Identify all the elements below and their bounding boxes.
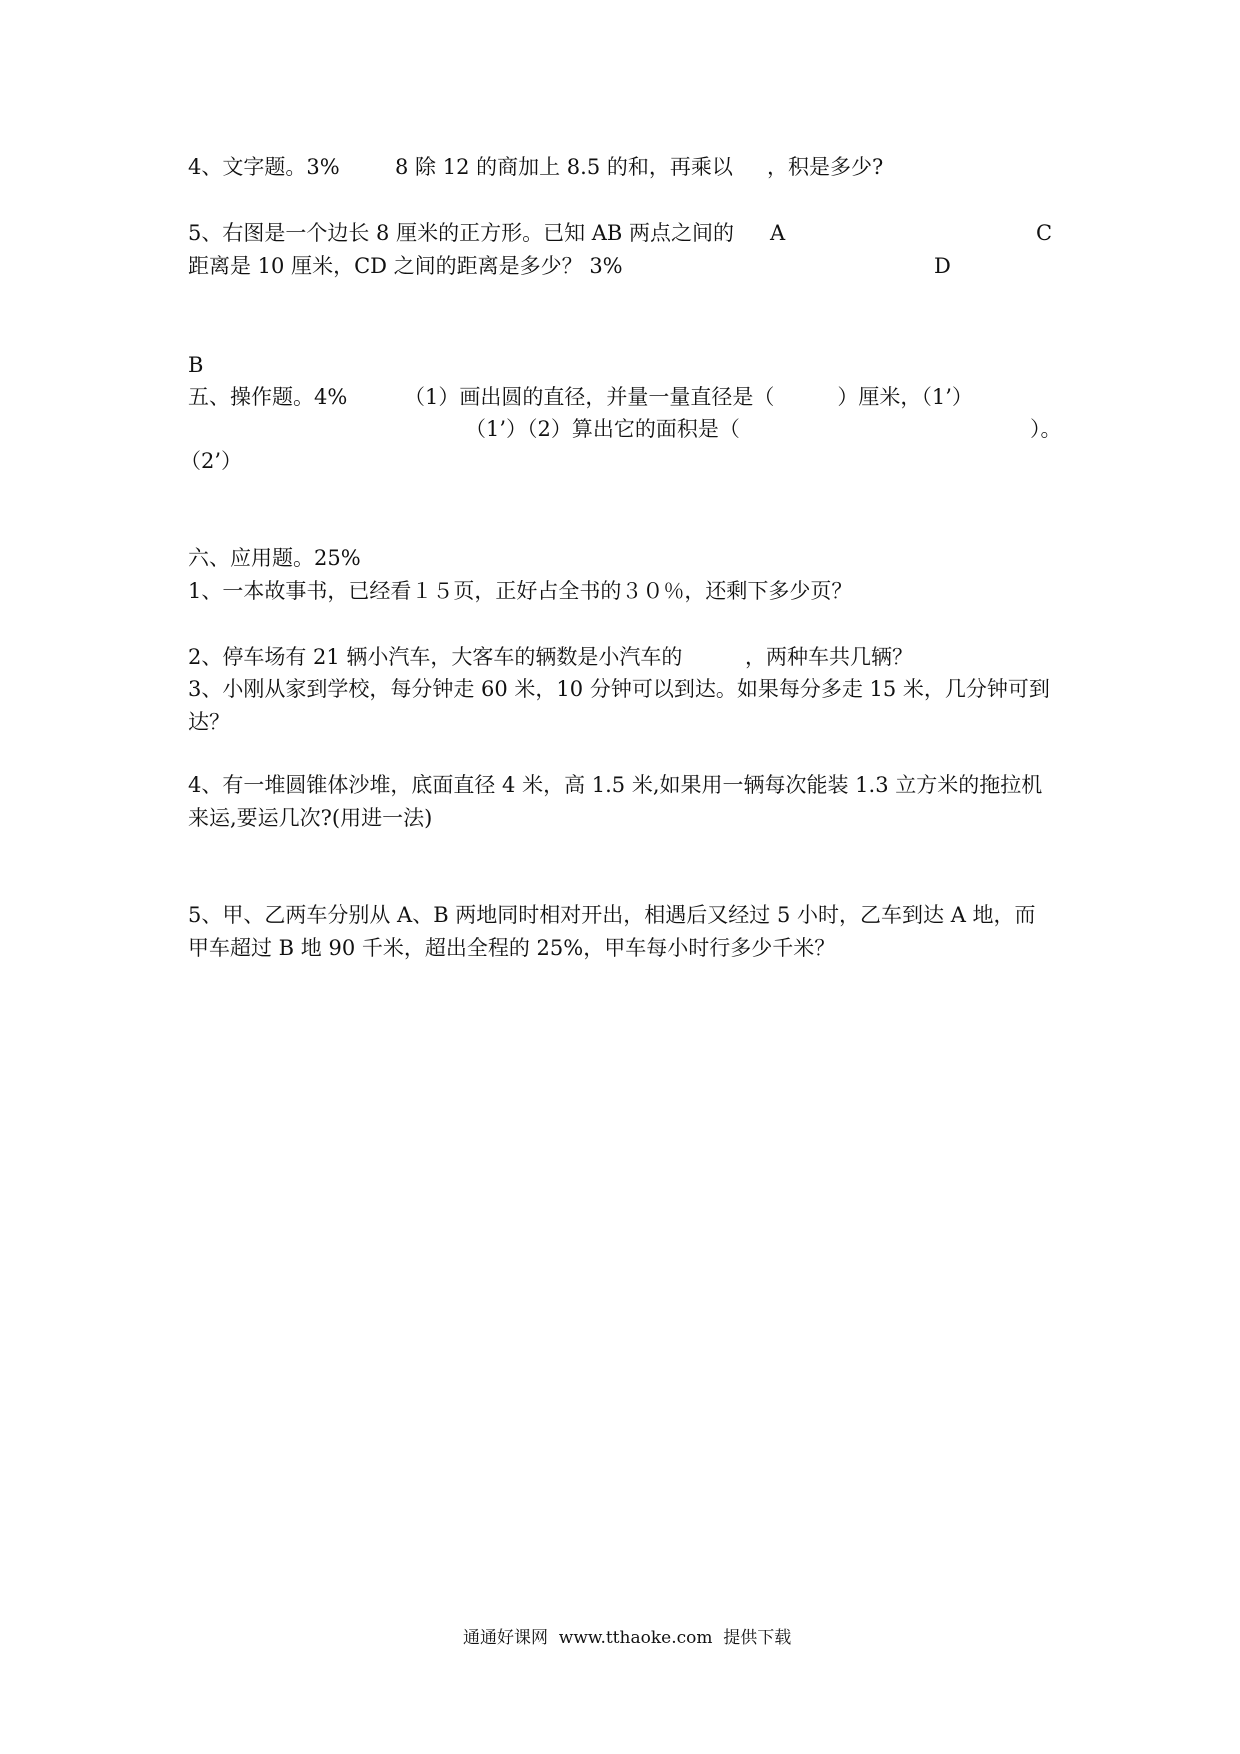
q4-text-b: ，积是多少? (767, 155, 884, 179)
figure-label-d: D (934, 254, 951, 278)
section5-heading: 五、操作题。4% (188, 385, 348, 409)
section6-q1: 1、一本故事书，已经看１５页，正好占全书的３０％，还剩下多少页？ (188, 579, 853, 603)
page-footer: 通通好课网 www.tthaoke.com 提供下载 (463, 1628, 792, 1648)
section6-q5-line1: 5、甲、乙两车分别从 A、B 两地同时相对开出，相遇后又经过 5 小时，乙车到达 A 地，而 (188, 903, 1036, 927)
section6-q5-line2: 甲车超过 B 地 90 千米，超出全程的 25%，甲车每小时行多少千米？ (188, 936, 836, 960)
q5-line1: 5、右图是一个边长 8 厘米的正方形。已知 AB 两点之间的 (188, 221, 735, 245)
section6-q4-line1: 4、有一堆圆锥体沙堆，底面直径 4 米，高 1.5 米,如果用一辆每次能装 1.3 立方米的拖拉机 (188, 773, 1043, 797)
section6-q2-b: ，两种车共几辆？ (745, 645, 913, 669)
section5-part2: （1’）（2）算出它的面积是（ (465, 417, 740, 441)
section5-part1: （1）画出圆的直径，并量一量直径是（ ）厘米，（1’） (404, 385, 973, 409)
section6-q3-line2: 达？ (188, 710, 230, 734)
section6-q3-line1: 3、小刚从家到学校，每分钟走 60 米，10 分钟可以到达。如果每分多走 15 米，几分钟可到 (188, 677, 1050, 701)
section6-q4-line2: 来运,要运几次?(用进一法) (188, 806, 433, 830)
section5-score: （2’） (180, 449, 243, 473)
section6-q2-a: 2、停车场有 21 辆小汽车，大客车的辆数是小汽车的 (188, 645, 683, 669)
section6-heading: 六、应用题。25% (188, 546, 361, 570)
q5-line2: 距离是 10 厘米，CD 之间的距离是多少？ 3% (188, 254, 623, 278)
figure-label-b: B (188, 353, 204, 377)
figure-label-a: A (770, 221, 786, 245)
figure-label-c: C (1036, 221, 1053, 245)
q4-text-a: 8 除 12 的商加上 8.5 的和，再乘以 (395, 155, 733, 179)
q4-prefix: 4、文字题。3% (188, 155, 340, 179)
section5-part2-end: ）。 (1030, 417, 1062, 441)
